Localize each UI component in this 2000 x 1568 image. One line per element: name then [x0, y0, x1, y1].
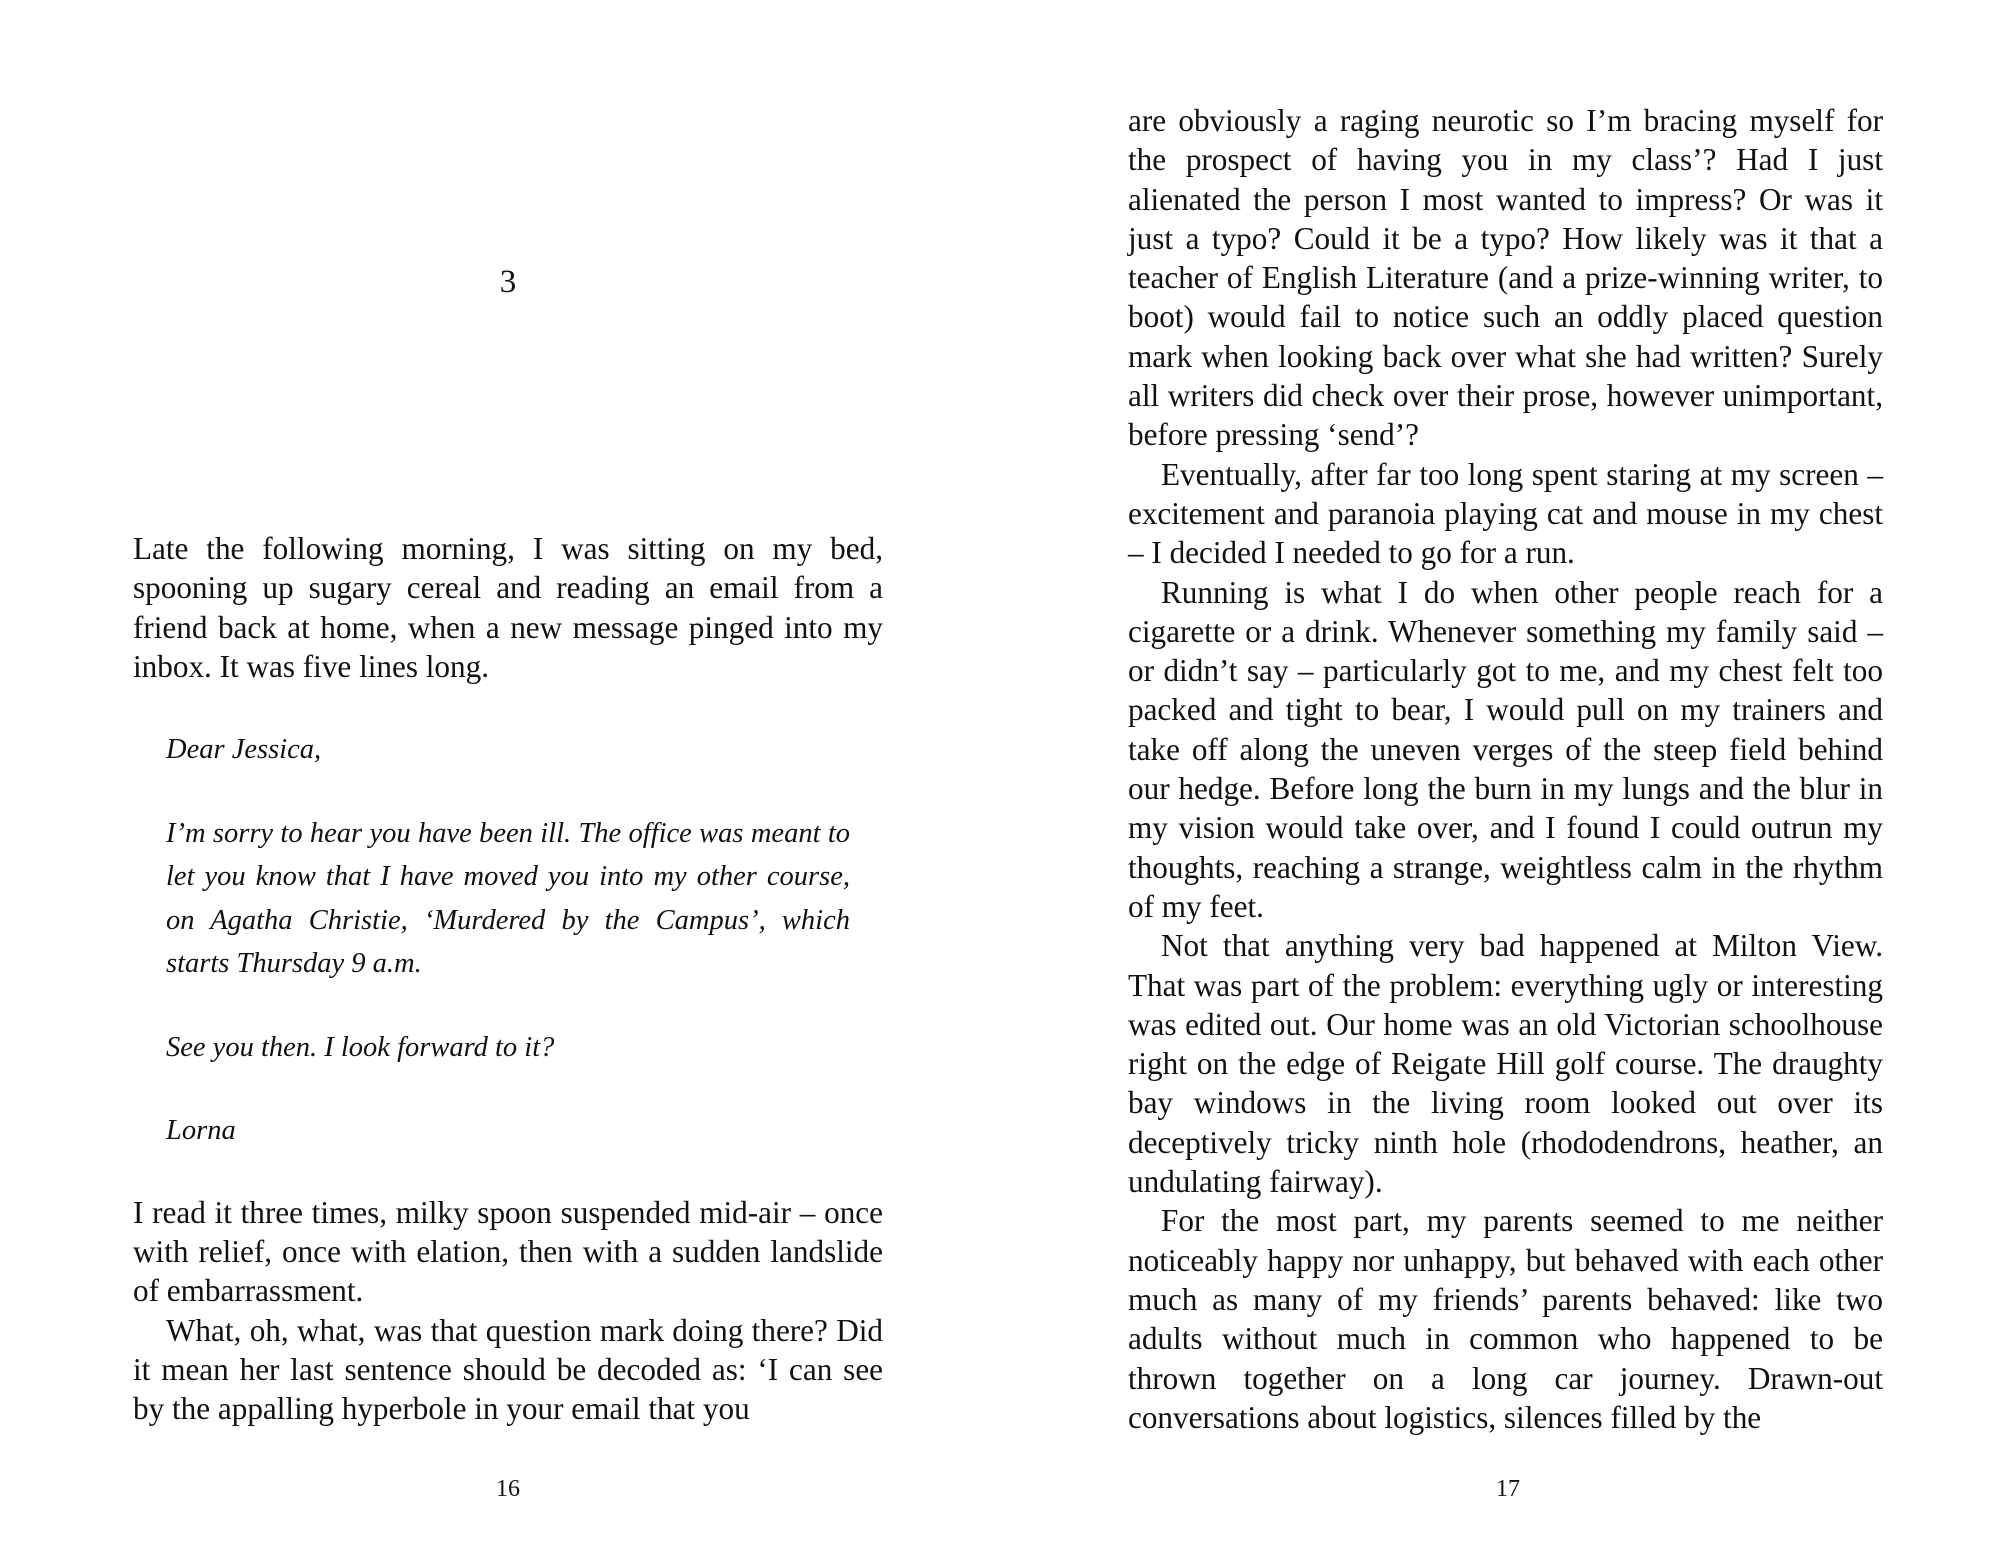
left-paragraph-2: I read it three times, milky spoon suspended mid-air – once with relief, once with elation, then with a sudden landslide of embarrassment. — [133, 1194, 883, 1309]
left-page-number: 16 — [496, 1476, 520, 1502]
right-page-number: 17 — [1496, 1476, 1520, 1502]
email-letter — [133, 728, 883, 1153]
right-paragraph-4: Not that anything very bad happened at Milton View. That was part of the problem: everything ugly or interesting was edited out. Our home was an old Victorian schoolhouse right on the edge of Reigate Hill golf course. The draughty bay windows in the living room looked out over its deceptively tricky ninth hole (rhododendrons, heather, an undulating fairway). — [1128, 928, 1883, 1200]
left-paragraph-3: What, oh, what, was that question mark doing there? Did it mean her last sentence should be decoded as: ‘I can see by the appalling hyperbole in your email that you — [133, 1312, 883, 1427]
chapter-number: 3 — [499, 264, 517, 300]
right-paragraph-1: are obviously a raging neurotic so I’m bracing myself for the prospect of having you in my class’? Had I just alienated the person I most wanted to impress? Or was it just a typo? Could it be a typo? How likely was it that a teacher of English Literature (and a prize-winning writer, to boot) would fail to notice such an oddly placed question mark when looking back over what she had written? Surely all writers did check over their prose, however unimportant, before pressing ‘send’? — [1128, 103, 1883, 453]
right-text-column — [1128, 101, 1883, 1437]
left-text-column — [133, 529, 883, 1428]
right-paragraph-2: Eventually, after far too long spent staring at my screen – excitement and paranoia playing cat and mouse in my chest – I decided I needed to go for a run. — [1128, 456, 1883, 571]
right-paragraph-3: Running is what I do when other people reach for a cigarette or a drink. Whenever something my family said – or didn’t say – particularly got to me, and my chest felt too packed and tight to bear, I would pull on my trainers and take off along the uneven verges of the steep field behind our hedge. Before long the burn in my lungs and the blur in my vision would take over, and I found I could outrun my thoughts, reaching a strange, weightless calm in the rhythm of my feet. — [1128, 574, 1883, 924]
letter-closing: See you then. I look forward to it? — [166, 1031, 555, 1063]
letter-signature: Lorna — [166, 1115, 236, 1147]
right-paragraph-5: For the most part, my parents seemed to me neither noticeably happy nor unhappy, but behaved with each other much as many of my friends’ parents behaved: like two adults without much in common who happened to be thrown together on a long car journey. Drawn-out conversations about logistics, silences filled by the — [1128, 1203, 1883, 1435]
letter-body: I’m sorry to hear you have been ill. The office was meant to let you know that I have moved you into my other course, on Agatha Christie, ‘Murdered by the Campus’, which starts Thursday 9 a.m. — [166, 817, 850, 980]
left-paragraph-1: Late the following morning, I was sitting on my bed, spooning up sugary cereal and reading an email from a friend back at home, when a new message pinged into my inbox. It was five lines long. — [133, 531, 883, 684]
letter-salutation: Dear Jessica, — [166, 734, 322, 766]
right-page — [1000, 0, 2000, 1568]
